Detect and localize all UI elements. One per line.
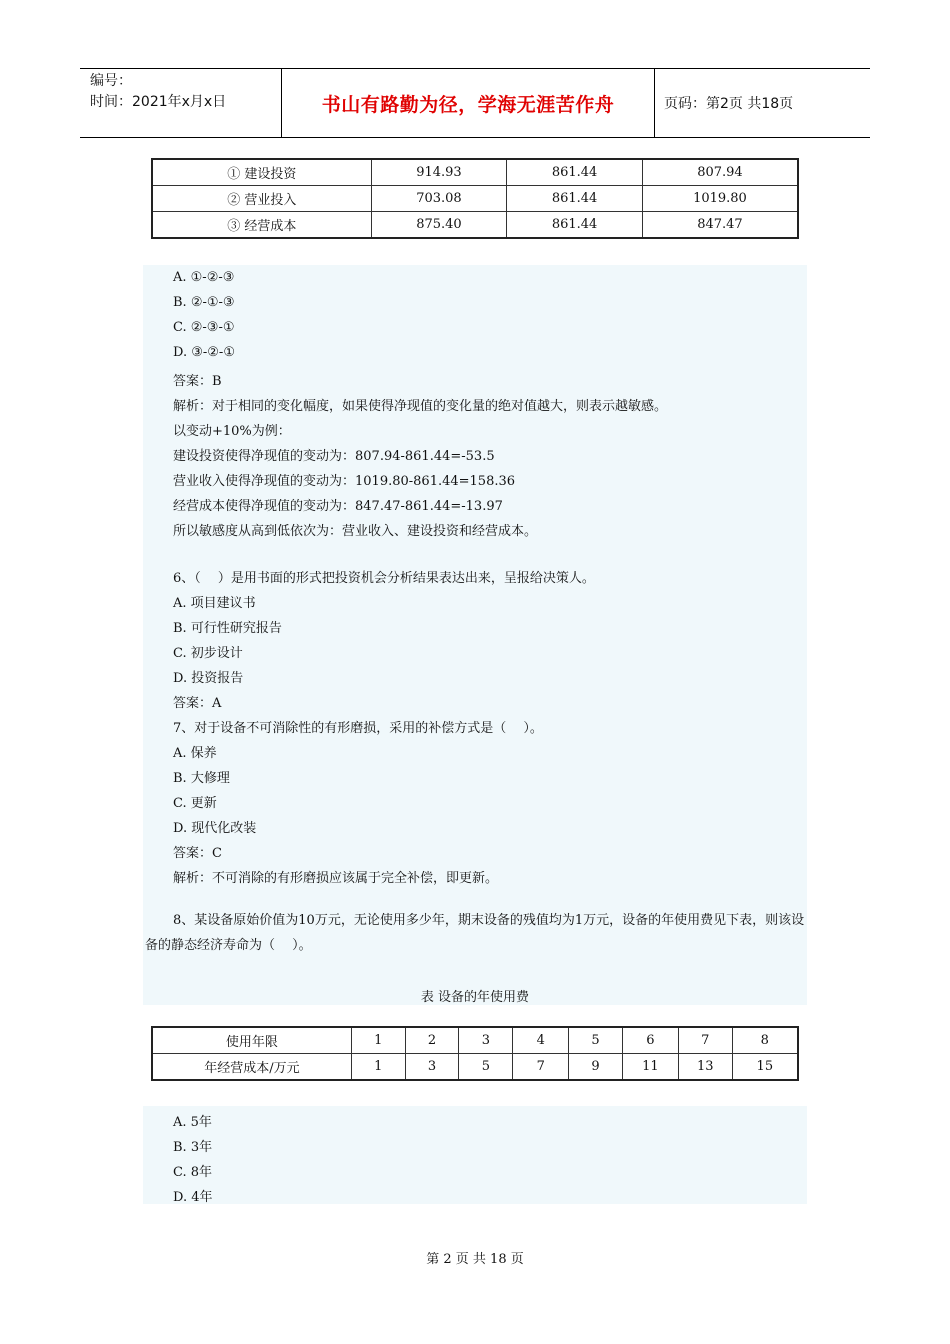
table-cell: 3 bbox=[459, 1027, 513, 1054]
table-cell: 4 bbox=[513, 1027, 569, 1054]
table-cell: 7 bbox=[678, 1027, 732, 1054]
table-cell: 847.47 bbox=[642, 212, 798, 239]
analysis-line: 经营成本使得净现值的变动为：847.47-861.44=-13.97 bbox=[173, 499, 503, 514]
page-header bbox=[80, 68, 870, 138]
option-c: C. ②-③-① bbox=[173, 320, 235, 335]
option-c: C. 更新 bbox=[173, 796, 217, 811]
option-c: C. 初步设计 bbox=[173, 646, 243, 661]
doc-date: 时间：2021年x月x日 bbox=[90, 94, 227, 110]
table-cell: 3 bbox=[405, 1054, 459, 1081]
table-row bbox=[152, 186, 798, 212]
table-row bbox=[152, 1054, 798, 1081]
usage-cost-table bbox=[151, 1026, 799, 1081]
table-cell: ③ 经营成本 bbox=[152, 212, 371, 239]
table-cell: 5 bbox=[459, 1054, 513, 1081]
question-text: 6、（ ）是用书面的形式把投资机会分析结果表达出来，呈报给决策人。 bbox=[173, 571, 595, 586]
table-cell: 9 bbox=[569, 1054, 623, 1081]
analysis-line: 建设投资使得净现值的变动为：807.94-861.44=-53.5 bbox=[173, 449, 495, 464]
table-cell: 914.93 bbox=[371, 159, 507, 186]
row-header: 使用年限 bbox=[152, 1027, 351, 1054]
answer: 答案：A bbox=[173, 696, 222, 711]
header-page-info: 页码：第2页 共18页 bbox=[664, 96, 794, 112]
analysis-line: 解析：对于相同的变化幅度，如果使得净现值的变化量的绝对值越大，则表示越敏感。 bbox=[173, 399, 668, 414]
table-caption: 表 设备的年使用费 bbox=[420, 990, 530, 1005]
option-d: D. ③-②-① bbox=[173, 345, 235, 360]
table-row bbox=[152, 159, 798, 186]
option-b: B. ②-①-③ bbox=[173, 295, 235, 310]
options-panel bbox=[143, 1106, 807, 1204]
option-c: C. 8年 bbox=[173, 1165, 213, 1180]
table-cell: 13 bbox=[678, 1054, 732, 1081]
option-a: A. 保养 bbox=[173, 746, 217, 761]
option-a: A. 5年 bbox=[173, 1115, 212, 1130]
table-cell: 6 bbox=[622, 1027, 678, 1054]
table-cell: 875.40 bbox=[371, 212, 507, 239]
option-d: D. 现代化改装 bbox=[173, 821, 257, 836]
option-d: D. 4年 bbox=[173, 1190, 213, 1205]
option-b: B. 3年 bbox=[173, 1140, 213, 1155]
table-cell: 8 bbox=[732, 1027, 798, 1054]
option-a: A. ①-②-③ bbox=[173, 270, 235, 285]
option-a: A. 项目建议书 bbox=[173, 596, 256, 611]
table-cell: 703.08 bbox=[371, 186, 507, 212]
table-cell: 15 bbox=[732, 1054, 798, 1081]
table-cell: 861.44 bbox=[507, 212, 643, 239]
analysis-line: 营业收入使得净现值的变动为：1019.80-861.44=158.36 bbox=[173, 474, 516, 489]
table-cell: 2 bbox=[405, 1027, 459, 1054]
option-b: B. 可行性研究报告 bbox=[173, 621, 282, 636]
table-row bbox=[152, 1027, 798, 1054]
analysis-line: 以变动+10%为例： bbox=[173, 424, 291, 439]
doc-id-label: 编号： bbox=[90, 73, 132, 89]
table-row bbox=[152, 212, 798, 239]
table-cell: 11 bbox=[622, 1054, 678, 1081]
question-text: 7、对于设备不可消除性的有形磨损，采用的补偿方式是（ ）。 bbox=[173, 721, 543, 736]
table-cell: 861.44 bbox=[507, 159, 643, 186]
header-meta bbox=[80, 69, 282, 137]
table-cell: 7 bbox=[513, 1054, 569, 1081]
question-text: 8、某设备原始价值为10万元，无论使用多少年，期末设备的残值均为1万元，设备的年使用费见下表，则该设备的静态经济寿命为（ ）。 bbox=[145, 913, 805, 953]
table-cell: 1 bbox=[351, 1027, 405, 1054]
option-d: D. 投资报告 bbox=[173, 671, 244, 686]
table-cell: ② 营业投入 bbox=[152, 186, 371, 212]
analysis-line: 所以敏感度从高到低依次为：营业收入、建设投资和经营成本。 bbox=[173, 524, 538, 539]
answer: 答案：B bbox=[173, 374, 222, 389]
sensitivity-table bbox=[151, 158, 799, 239]
page-footer: 第 2 页 共 18 页 bbox=[426, 1252, 524, 1267]
header-motto: 书山有路勤为径，学海无涯苦作舟 bbox=[282, 69, 655, 137]
table-cell: 1 bbox=[351, 1054, 405, 1081]
answer: 答案：C bbox=[173, 846, 222, 861]
option-b: B. 大修理 bbox=[173, 771, 230, 786]
table-cell: 861.44 bbox=[507, 186, 643, 212]
row-header: 年经营成本/万元 bbox=[152, 1054, 351, 1081]
table-cell: ① 建设投资 bbox=[152, 159, 371, 186]
table-cell: 807.94 bbox=[642, 159, 798, 186]
table-cell: 1019.80 bbox=[642, 186, 798, 212]
analysis-line: 解析：不可消除的有形磨损应该属于完全补偿，即更新。 bbox=[173, 871, 499, 886]
table-cell: 5 bbox=[569, 1027, 623, 1054]
